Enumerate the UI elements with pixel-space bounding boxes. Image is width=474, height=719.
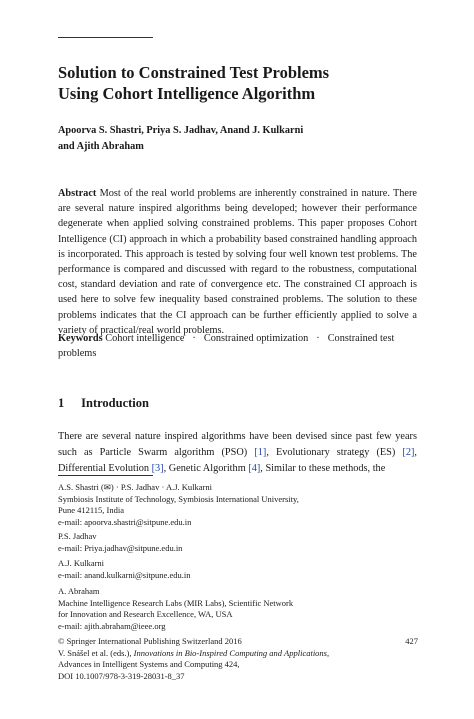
keywords bbox=[58, 331, 417, 361]
intro-text: , Genetic Algorithm bbox=[163, 463, 249, 474]
affiliation-block bbox=[58, 482, 418, 528]
copyright-line: © Springer International Publishing Switzerland 2016 bbox=[58, 636, 242, 646]
affiliation-email: e-mail: apoorva.shastri@sitpune.edu.in bbox=[58, 516, 192, 527]
citation-link[interactable]: [3] bbox=[151, 463, 164, 474]
author-list bbox=[58, 123, 418, 155]
affiliation-line: Symbiosis Institute of Technology, Symbiosis International University, bbox=[58, 493, 299, 504]
paper-title bbox=[58, 62, 418, 104]
keywords-label: Keywords bbox=[58, 333, 103, 344]
affiliation-names: A. Abraham bbox=[58, 586, 100, 596]
affiliation-names: A.S. Shastri (✉) · P.S. Jadhav · A.J. Kulkarni bbox=[58, 482, 212, 492]
title-line-1: Solution to Constrained Test Problems bbox=[58, 63, 330, 82]
page-number: 427 bbox=[405, 636, 418, 646]
series-line: Advances in Intelligent Systems and Computing 424, bbox=[58, 659, 240, 670]
affiliation-line: for Innovation and Research Excellence, WA, USA bbox=[58, 609, 233, 619]
abstract-label: Abstract bbox=[58, 188, 97, 199]
abstract-text: Most of the real world problems are inherently constrained in nature. There are several nature inspired algorithms being developed; however their performance degenerate when applied solving constrained problems. This paper proposes Cohort Intelligence (CI) approach in which a probability based constrained handling approach is incorporated. This approach is tested by solving four well known test problems. The performance is compared and discussed with regard to the robustness, computational cost, standard deviation and rate of convergence etc. The constrained CI approach is used here to solve few inequality based constrained problems. The solution to these problems indicates that the CI approach can be further efficiently applied to solve a variety of practical/real world problems. bbox=[58, 188, 417, 336]
authors-line-1: Apoorva S. Shastri, Priya S. Jadhav, Anand J. Kulkarni bbox=[58, 125, 304, 136]
affiliation-email: e-mail: ajith.abraham@ieee.org bbox=[58, 620, 166, 631]
keyword-separator: · bbox=[192, 333, 196, 344]
section-title: Introduction bbox=[81, 396, 149, 410]
authors-line-2: and Ajith Abraham bbox=[58, 141, 144, 152]
abstract bbox=[58, 186, 417, 338]
header-rule bbox=[58, 37, 153, 38]
page-footer bbox=[58, 636, 418, 682]
citation-link[interactable]: [2] bbox=[402, 447, 415, 458]
section-number: 1 bbox=[58, 396, 65, 410]
citation-link[interactable]: [1] bbox=[254, 447, 267, 458]
affiliation-line: Pune 412115, India bbox=[58, 505, 125, 515]
affiliation-email: e-mail: anand.kulkarni@sitpune.edu.in bbox=[58, 569, 191, 580]
keyword-separator: · bbox=[316, 333, 320, 344]
intro-text: There are several nature inspired algorithms have been devised since past few years such as Particle Swarm algorithm (PSO) bbox=[58, 431, 417, 458]
title-line-2: Using Cohort Intelligence Algorithm bbox=[58, 84, 316, 103]
affiliation-names: A.J. Kulkarni bbox=[58, 558, 105, 568]
keyword-item: Constrained optimization bbox=[203, 333, 309, 344]
affiliation-block bbox=[58, 558, 418, 581]
footnote-rule bbox=[58, 475, 153, 476]
citation-editors: V. Snášel et al. (eds.), bbox=[58, 647, 134, 658]
keyword-item: Cohort intelligence bbox=[105, 333, 185, 344]
intro-text: , Similar to these methods, the bbox=[260, 463, 386, 474]
doi-line: DOI 10.1007/978-3-319-28031-8_37 bbox=[58, 670, 185, 681]
affiliation-block bbox=[58, 531, 418, 554]
book-title: Innovations in Bio-Inspired Computing and Applications bbox=[133, 647, 327, 658]
intro-text: , Evolutionary strategy (ES) bbox=[266, 447, 403, 458]
citation-punct: , bbox=[327, 647, 330, 658]
intro-paragraph bbox=[58, 429, 417, 477]
citation-link[interactable]: [4] bbox=[248, 463, 261, 474]
affiliation-line: Machine Intelligence Research Labs (MIR Labs), Scientific Network bbox=[58, 597, 294, 608]
section-heading bbox=[58, 396, 149, 411]
affiliation-email: e-mail: Priya.jadhav@sitpune.edu.in bbox=[58, 542, 183, 553]
affiliation-names: P.S. Jadhav bbox=[58, 531, 97, 541]
affiliation-block bbox=[58, 586, 418, 632]
intro-text: , Differential Evolution bbox=[58, 447, 417, 474]
citation-line bbox=[58, 648, 418, 660]
keyword-item: Constrained test problems bbox=[58, 333, 395, 360]
